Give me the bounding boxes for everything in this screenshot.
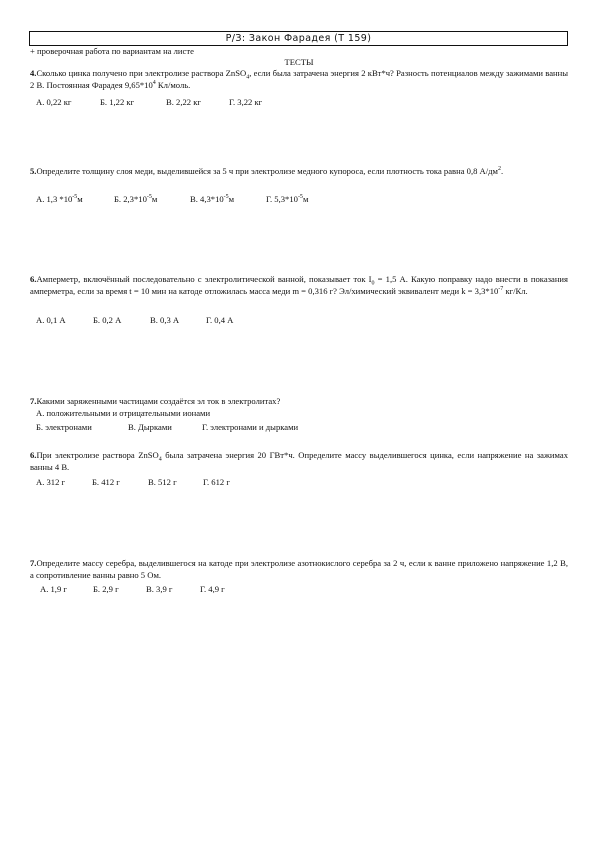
option-c: В. 3,9 г xyxy=(146,584,173,594)
question-number: 7. xyxy=(30,396,37,406)
option-d: Г. 4,9 г xyxy=(200,584,225,594)
option-a: А. 0,22 кг xyxy=(36,97,72,107)
option-d: Г. 612 г xyxy=(203,477,230,487)
intro-note: + проверочная работа по вариантам на листе xyxy=(30,46,194,56)
option-a: А. 1,9 г xyxy=(40,584,67,594)
question-5-options xyxy=(36,194,308,206)
question-7-options xyxy=(36,422,298,434)
question-7: 7.Какими заряженными частицами создаётся эл ток в электролитах? xyxy=(30,396,281,406)
question-number: 6. xyxy=(30,274,37,284)
question-6b-options xyxy=(36,477,230,489)
option-c: В. 0,3 А xyxy=(150,315,180,325)
option-c: В. 2,22 кг xyxy=(166,97,201,107)
question-5: 5.Определите толщину слоя меди, выделившейся за 5 ч при электролизе медного купороса, если плотность тока равна 0,8 $А/дм^2$. xyxy=(30,166,504,176)
option-d: Г. $5,3*10^{-5}м$ xyxy=(266,194,309,204)
option-c: В. Дырками xyxy=(128,422,172,432)
question-6-options xyxy=(36,315,233,327)
question-4-options xyxy=(36,97,262,109)
question-number: 4. xyxy=(30,68,37,78)
option-a: А. 0,1 А xyxy=(36,315,66,325)
option-c: В. 512 г xyxy=(148,477,177,487)
option-b: Б. 1,22 кг xyxy=(100,97,135,107)
option-a: А. 1,3 $*10^{-5}м$ xyxy=(36,194,83,204)
option-d: Г. 3,22 кг xyxy=(229,97,263,107)
question-number: 6. xyxy=(30,450,37,460)
option-b: Б. 2,9 г xyxy=(93,584,119,594)
question-4: 4.Сколько цинка получено при электролизе раствора ZnSO$_4$, если была затрачена энергия 2 кВт*ч? Разность потенциалов между зажимами ванны 2 В. Постоянная Фарадея $9,65*10^4$ Кл/моль. xyxy=(30,68,568,90)
option-a: А. 312 г xyxy=(36,477,66,487)
option-b: Б. 412 г xyxy=(92,477,120,487)
question-7b-options xyxy=(40,584,225,596)
question-number: 7. xyxy=(30,558,37,568)
question-7-option-a: А. положительными и отрицательными ионами xyxy=(36,408,211,418)
page-title: Р/З: Закон Фарадея (Т 159) xyxy=(29,31,568,46)
option-c: В. $4,3*10^{-5}м$ xyxy=(190,194,235,204)
option-d: Г. 0,4 А xyxy=(206,315,234,325)
option-b: Б. электронами xyxy=(36,422,92,432)
question-6b: 6.При электролизе раствора ZnSO$_4$ была затрачена энергия 20 ГВт*ч. Определите массу выделившегося цинка, если напряжение на зажимах ванны 4 В. xyxy=(30,450,568,472)
question-6: 6.Амперметр, включённый последовательно с электролитической ванной, показывает ток $I_0 = 1,5$ А. Какую поправку надо внести в показания амперметра, если за время t = 10 мин на катоде отложилась масса меди m = 0,316 г? Эл/химический эквивалент меди $k = 3,3*10^{-7}$ кг/Кл. xyxy=(30,274,568,296)
option-d: Г. электронами и дырками xyxy=(202,422,299,432)
tests-heading: ТЕСТЫ xyxy=(284,57,314,67)
option-b: Б. $2,3*10^{-5}м$ xyxy=(114,194,158,204)
question-number: 5. xyxy=(30,166,37,176)
option-b: Б. 0,2 А xyxy=(93,315,122,325)
question-7b: 7.Определите массу серебра, выделившегося на катоде при электролизе азотнокислого серебра за 2 ч, если к ванне приложено напряжение 1,2 В, а сопротивление ванны равно 5 Ом. xyxy=(30,558,568,580)
